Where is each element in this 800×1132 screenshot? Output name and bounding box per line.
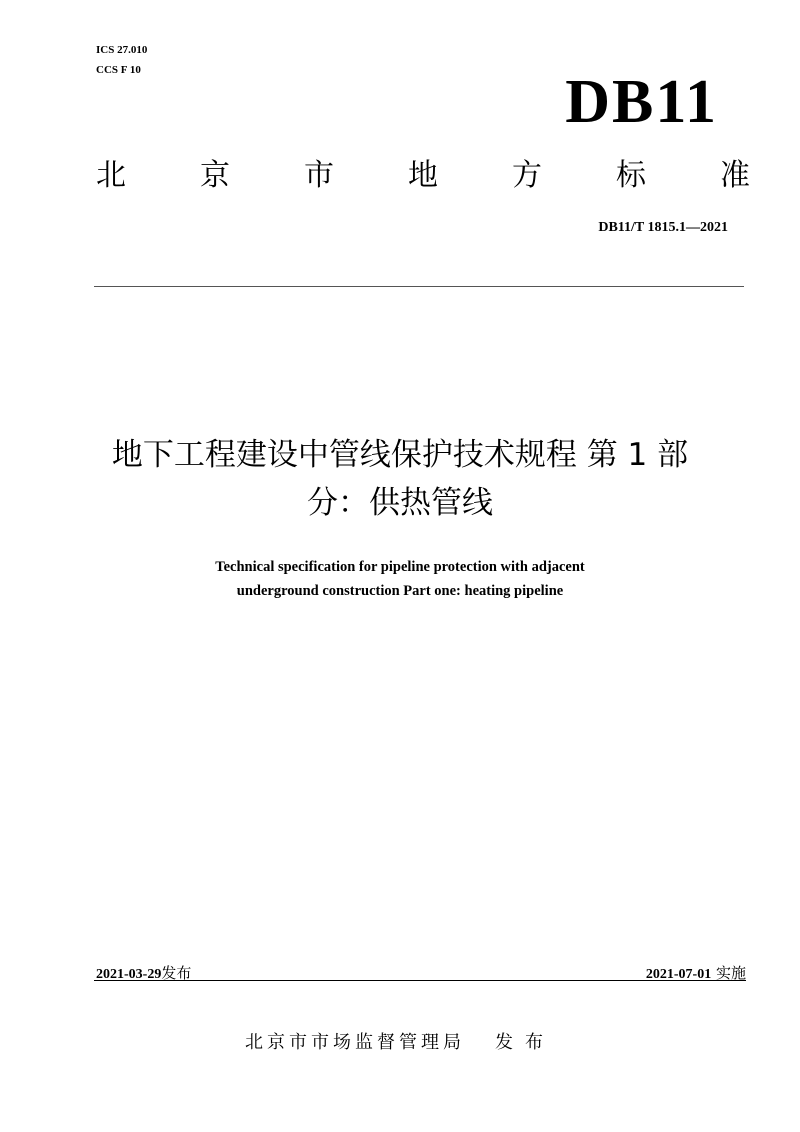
classification-codes <box>96 40 147 80</box>
publisher-name: 北京市市场监督管理局 <box>245 1032 465 1053</box>
publish-action: 发布 <box>495 1032 555 1053</box>
english-title-line: underground construction Part one: heating pipeline <box>236 583 564 599</box>
implement-label: 实施 <box>715 964 746 982</box>
standard-code: DB11/T 1815.1—2021 <box>598 220 728 235</box>
dates-row <box>96 962 746 980</box>
chinese-title <box>40 431 760 527</box>
standard-type-char: 京 <box>200 158 230 193</box>
english-title <box>40 555 760 603</box>
standard-type-char: 准 <box>720 158 750 193</box>
standard-type-char: 方 <box>512 158 542 193</box>
publisher-line <box>0 1030 800 1056</box>
standard-type-char: 北 <box>96 158 126 193</box>
chinese-title-line: 地下工程建设中管线保护技术规程 第 1 部 <box>111 437 689 473</box>
standard-type-char: 地 <box>408 158 438 193</box>
standard-type-char: 标 <box>616 158 646 193</box>
header-divider <box>94 286 744 287</box>
ics-code: ICS 27.010 <box>96 44 148 56</box>
publish-date: 2021-03-29 <box>96 967 162 982</box>
db-mark: DB11 <box>565 68 718 136</box>
publish-label: 发布 <box>161 964 192 982</box>
footer-divider <box>94 980 746 981</box>
standard-type <box>96 156 750 196</box>
english-title-line: Technical specification for pipeline protection with adjacent <box>215 559 585 575</box>
ccs-code: CCS F 10 <box>96 64 141 76</box>
chinese-title-line: 分：供热管线 <box>307 485 493 521</box>
implement-date: 2021-07-01 <box>645 967 712 982</box>
standard-type-char: 市 <box>304 158 334 193</box>
